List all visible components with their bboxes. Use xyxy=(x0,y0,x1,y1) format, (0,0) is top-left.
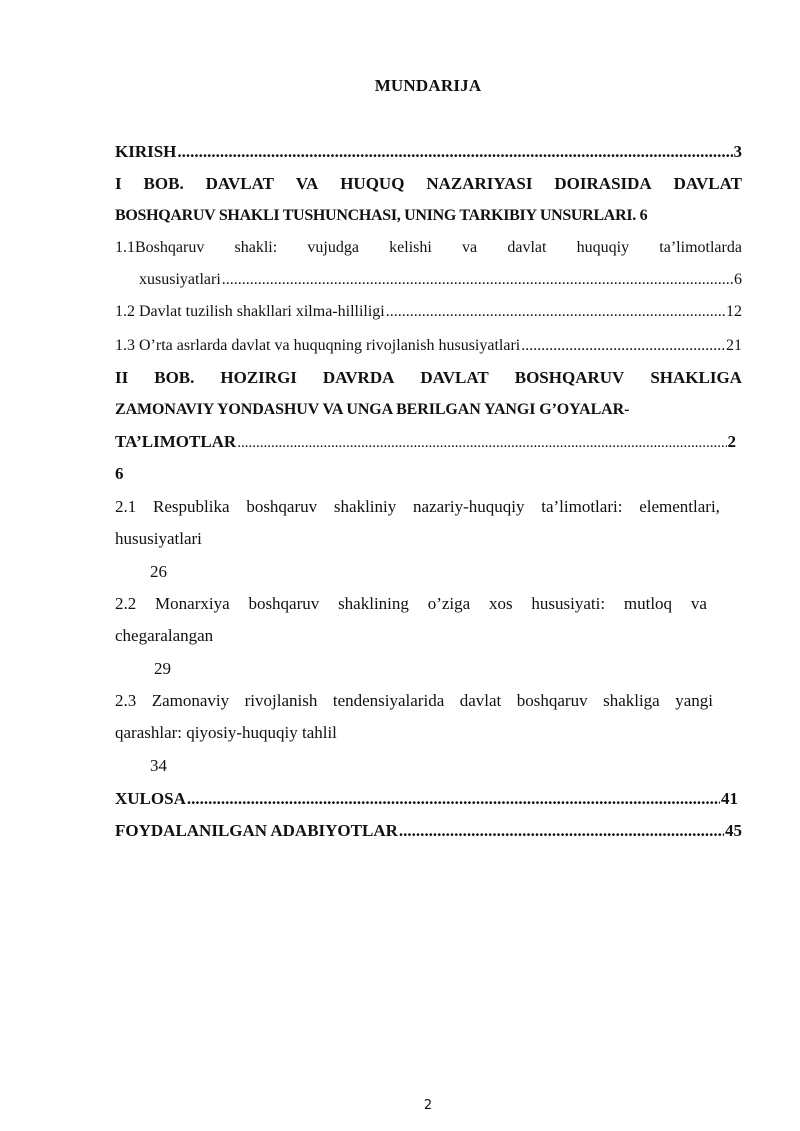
toc-page-number: 6 xyxy=(639,207,648,224)
toc-section-2-1-line2[interactable] xyxy=(115,529,742,549)
toc-word: davlat xyxy=(507,239,547,256)
toc-word: Zamonaviy xyxy=(151,691,230,710)
toc-word: II xyxy=(115,368,129,387)
toc-page-number: 45 xyxy=(725,821,742,840)
toc-page-number: 41 xyxy=(721,789,738,808)
toc-word: SHAKLIGA xyxy=(650,368,742,387)
toc-word: va xyxy=(462,239,478,256)
toc-word: DAVLAT xyxy=(420,368,489,387)
toc-section-2-1-line1[interactable] xyxy=(115,497,720,517)
toc-word: DAVLAT xyxy=(673,174,742,193)
toc-word: va xyxy=(690,594,707,613)
toc-entry-kirish[interactable] xyxy=(115,142,742,162)
toc-word: yangi xyxy=(675,691,713,710)
toc-word: Respublika xyxy=(153,497,230,516)
toc-word: I xyxy=(115,174,122,193)
toc-chapter-title: BOSHQARUV SHAKLI TUSHUNCHASI, UNING TARKIBIY UNSURLARI. xyxy=(115,207,636,224)
page-title: MUNDARIJA xyxy=(374,76,482,95)
toc-word: rivojlanish xyxy=(244,691,318,710)
toc-word: hususiyati: xyxy=(531,594,606,613)
toc-section-2-3-page xyxy=(150,756,250,776)
toc-word: HOZIRGI xyxy=(220,368,297,387)
toc-word: HUQUQ xyxy=(340,174,405,193)
toc-section-2-2-line2[interactable] xyxy=(115,626,742,646)
toc-word: shakliniy xyxy=(333,497,397,516)
toc-word: Boshqaruv xyxy=(135,239,205,256)
toc-entry-label: qarashlar: qiyosiy-huquqiy tahlil xyxy=(115,723,337,742)
toc-chapter-1-line1[interactable] xyxy=(115,174,742,194)
toc-word: BOSHQARUV xyxy=(514,368,625,387)
toc-word: xos xyxy=(488,594,513,613)
toc-word: boshqaruv xyxy=(246,497,318,516)
toc-word: elementlari, xyxy=(639,497,720,516)
toc-entry-label: Davlat tuzilish shakllari xilma-hilliligi xyxy=(139,303,385,320)
toc-word: huquqiy xyxy=(576,239,630,256)
toc-section-1-2[interactable] xyxy=(115,302,742,322)
toc-word: BOB. xyxy=(154,368,195,387)
toc-leader-dots xyxy=(386,302,725,322)
toc-word: vujudga xyxy=(307,239,359,256)
toc-page-number: 2 xyxy=(727,432,736,451)
toc-chapter-2-line3[interactable] xyxy=(115,432,742,453)
toc-word: shakli: xyxy=(234,239,278,256)
section-number: 1.2 xyxy=(115,303,135,320)
toc-word: DAVLAT xyxy=(205,174,274,193)
toc-word: kelishi xyxy=(389,239,432,256)
toc-word: ta’limotlarda xyxy=(659,239,742,256)
page-number: 2 xyxy=(423,1098,433,1113)
toc-word: davlat xyxy=(459,691,502,710)
toc-leader-dots xyxy=(237,433,726,453)
toc-page-number: 6 xyxy=(734,271,742,288)
toc-leader-dots xyxy=(177,142,732,162)
toc-word: ta’limotlari: xyxy=(541,497,623,516)
toc-word: BOB. xyxy=(143,174,184,193)
toc-chapter-2-line1[interactable] xyxy=(115,368,742,388)
toc-page-number: 6 xyxy=(115,464,124,483)
toc-section-2-1-page xyxy=(150,562,250,582)
toc-chapter-title: ZAMONAVIY YONDASHUV VA UNGA BERILGAN YANGI G’OYALAR- xyxy=(115,401,630,418)
toc-entry-label: XULOSA xyxy=(115,789,186,808)
toc-section-2-3-line1[interactable] xyxy=(115,691,713,711)
toc-entry-label: O’rta asrlarda davlat va huquqning rivojlanish hususiyatlari xyxy=(139,337,521,354)
toc-word: boshqaruv xyxy=(516,691,588,710)
toc-chapter-2-page-continued xyxy=(115,464,742,484)
toc-word: nazariy-huquqiy xyxy=(413,497,525,516)
toc-section-2-3-line2[interactable] xyxy=(115,723,742,743)
toc-leader-dots xyxy=(222,270,733,290)
toc-entry-label: FOYDALANILGAN ADABIYOTLAR xyxy=(115,821,398,840)
toc-page-number: 29 xyxy=(154,659,171,678)
toc-word: boshqaruv xyxy=(248,594,320,613)
toc-word: mutloq xyxy=(623,594,673,613)
toc-word: DOIRASIDA xyxy=(554,174,652,193)
toc-word: VA xyxy=(295,174,319,193)
section-number: 1.1 xyxy=(115,239,135,256)
toc-entry-label: xususiyatlari xyxy=(139,271,221,288)
toc-word: shaklining xyxy=(338,594,409,613)
toc-section-2-2-page xyxy=(154,659,254,679)
toc-entry-label: chegaralangan xyxy=(115,626,214,645)
toc-word: DAVRDA xyxy=(322,368,395,387)
toc-leader-dots xyxy=(187,789,720,809)
toc-section-1-1-line1[interactable] xyxy=(115,238,742,258)
toc-entry-bibliography[interactable] xyxy=(115,821,742,841)
toc-entry-label: KIRISH xyxy=(115,142,177,161)
toc-chapter-2-line2[interactable] xyxy=(115,400,742,420)
toc-entry-xulosa[interactable] xyxy=(115,789,738,809)
toc-word: NAZARIYASI xyxy=(426,174,533,193)
toc-page-number: 34 xyxy=(150,756,167,775)
toc-section-2-2-line1[interactable] xyxy=(115,594,707,614)
toc-word: Monarxiya xyxy=(155,594,230,613)
toc-word: o’ziga xyxy=(427,594,471,613)
section-number: 2.2 xyxy=(115,594,137,613)
toc-page-number: 26 xyxy=(150,562,167,581)
toc-chapter-1-line2[interactable] xyxy=(115,206,742,226)
toc-section-1-1-line2[interactable] xyxy=(139,270,742,290)
toc-page-number: 21 xyxy=(726,337,742,354)
section-number: 2.3 xyxy=(115,691,137,710)
toc-leader-dots xyxy=(521,336,725,356)
toc-entry-label: hususiyatlari xyxy=(115,529,202,548)
toc-word: tendensiyalarida xyxy=(332,691,445,710)
section-number: 1.3 xyxy=(115,337,135,354)
toc-entry-label: TA’LIMOTLAR xyxy=(115,432,237,451)
toc-page-number: 3 xyxy=(733,142,742,161)
toc-section-1-3[interactable] xyxy=(115,336,742,356)
section-number: 2.1 xyxy=(115,497,137,516)
toc-word: shakliga xyxy=(603,691,660,710)
toc-leader-dots xyxy=(399,821,724,841)
toc-page-number: 12 xyxy=(726,303,742,320)
